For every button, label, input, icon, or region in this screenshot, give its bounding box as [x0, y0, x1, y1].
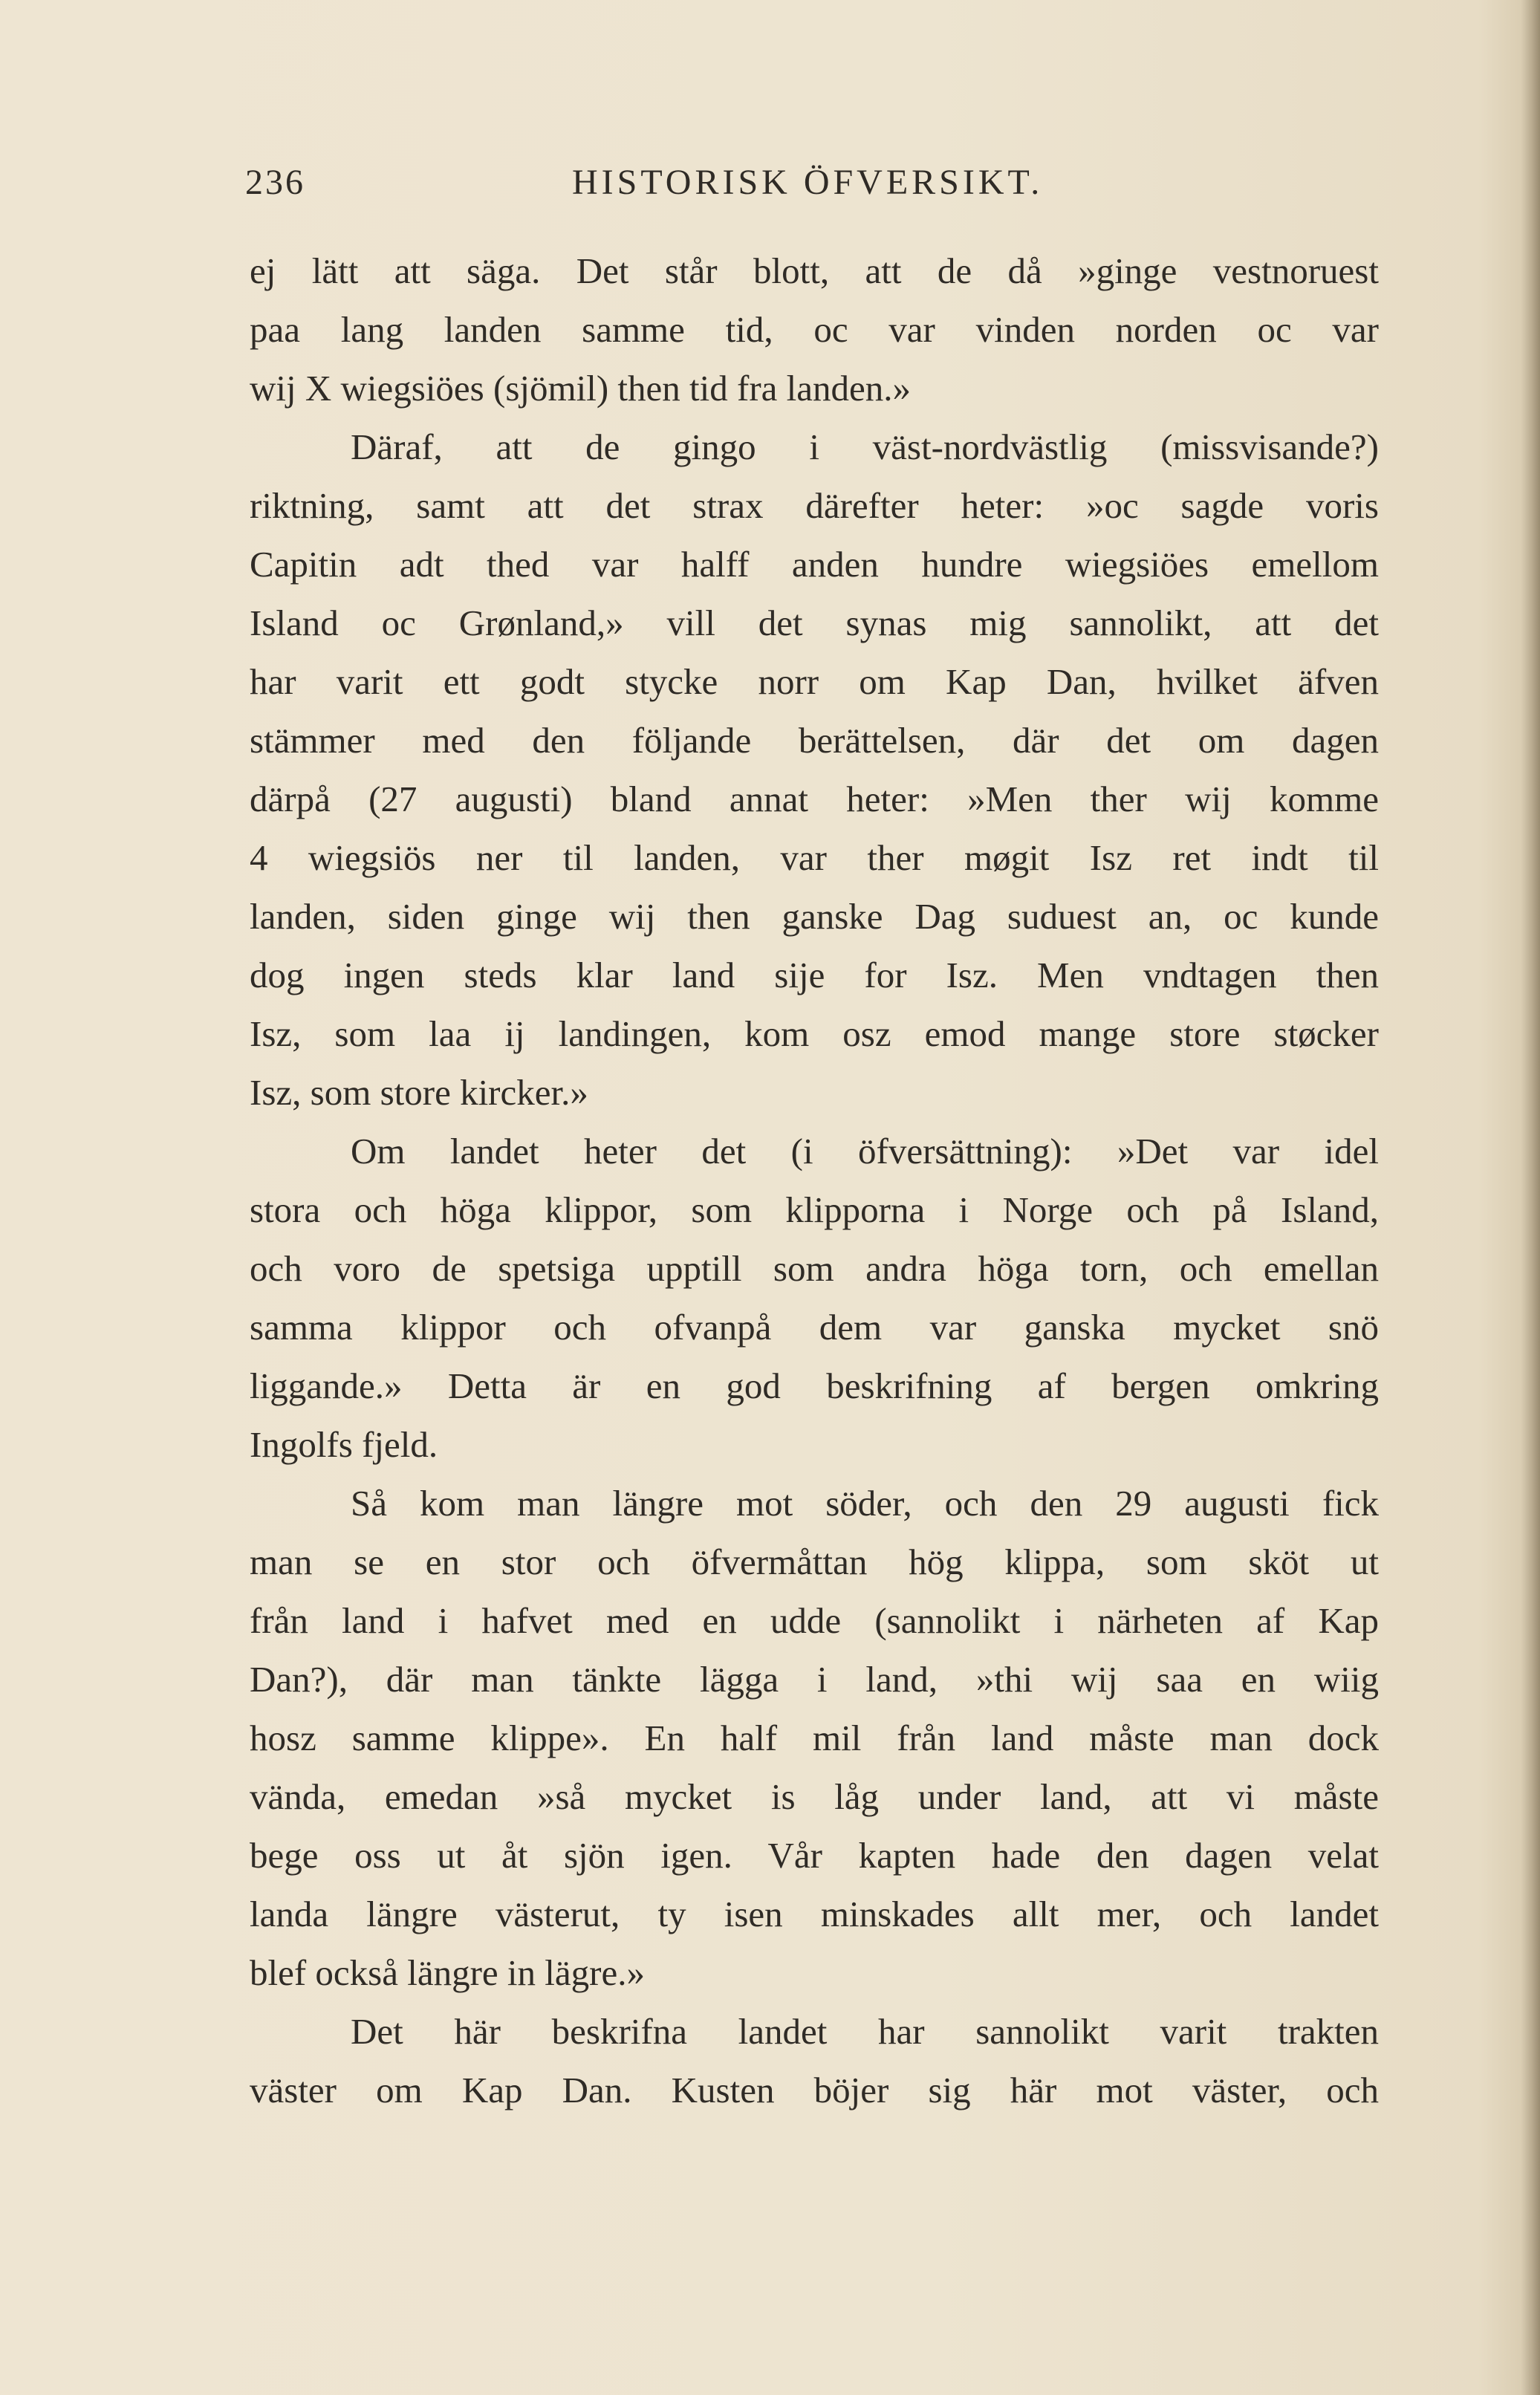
text-line: Isz, som laa ij landingen, kom osz emod mange store støcker	[250, 1013, 1379, 1054]
text-line: vända, emedan »så mycket is låg under land, att vi måste	[250, 1776, 1379, 1817]
text-line: wij X wiegsiöes (sjömil) then tid fra landen.»	[250, 368, 911, 409]
text-line: riktning, samt att det strax därefter heter: »oc sagde voris	[250, 485, 1379, 526]
text-line: stora och höga klippor, som klipporna i Norge och på Island,	[250, 1189, 1379, 1230]
page-edge-shadow	[1521, 0, 1540, 2395]
text-line: därpå (27 augusti) bland annat heter: »Men ther wij komme	[250, 779, 1379, 819]
text-line: samma klippor och ofvanpå dem var ganska mycket snö	[250, 1307, 1379, 1348]
text-line: Island oc Grønland,» vill det synas mig sannolikt, att det	[250, 602, 1379, 643]
text-line: Ingolfs fjeld.	[250, 1424, 438, 1465]
text-line: Så kom man längre mot söder, och den 29 augusti fick	[351, 1483, 1379, 1524]
text-line: stämmer med den följande berättelsen, där det om dagen	[250, 720, 1379, 761]
body-text	[250, 241, 1379, 2119]
text-line: 4 wiegsiös ner til landen, var ther møgit Isz ret indt til	[250, 837, 1379, 878]
text-line: Capitin adt thed var halff anden hundre wiegsiöes emellom	[250, 544, 1379, 585]
text-line: Dan?), där man tänkte lägga i land, »thi wij saa en wiig	[250, 1659, 1379, 1700]
page-header	[245, 162, 1374, 214]
text-line: blef också längre in lägre.»	[250, 1952, 645, 1993]
text-line: man se en stor och öfvermåttan hög klippa, som sköt ut	[250, 1541, 1379, 1582]
text-line: hosz samme klippe». En half mil från land måste man dock	[250, 1718, 1379, 1758]
text-line: dog ingen steds klar land sije for Isz. Men vndtagen then	[250, 955, 1379, 995]
text-line: bege oss ut åt sjön igen. Vår kapten hade den dagen velat	[250, 1835, 1379, 1876]
text-line: landen, siden ginge wij then ganske Dag suduest an, oc kunde	[250, 896, 1379, 937]
text-line: ej lätt att säga. Det står blott, att de då »ginge vestnoruest	[250, 250, 1379, 291]
text-line: har varit ett godt stycke norr om Kap Dan, hvilket äfven	[250, 661, 1379, 702]
text-line: liggande.» Detta är en god beskrifning af bergen omkring	[250, 1365, 1379, 1406]
text-line: Det här beskrifna landet har sannolikt varit trakten	[351, 2011, 1379, 2052]
page-number: 236	[245, 163, 305, 202]
text-line: Däraf, att de gingo i väst-nordvästlig (missvisande?)	[351, 426, 1379, 467]
text-line: Isz, som store kircker.»	[250, 1072, 588, 1113]
text-line: Om landet heter det (i öfversättning): »Det var idel	[351, 1131, 1379, 1171]
text-line: och voro de spetsiga upptill som andra höga torn, och emellan	[250, 1248, 1379, 1289]
text-line: paa lang landen samme tid, oc var vinden norden oc var	[250, 309, 1379, 350]
text-line: väster om Kap Dan. Kusten böjer sig här mot väster, och	[250, 2070, 1379, 2110]
text-line: från land i hafvet med en udde (sannolikt i närheten af Kap	[250, 1600, 1379, 1641]
text-line: landa längre västerut, ty isen minskades allt mer, och landet	[250, 1894, 1379, 1934]
running-title: HISTORISK ÖFVERSIKT.	[572, 163, 1044, 202]
